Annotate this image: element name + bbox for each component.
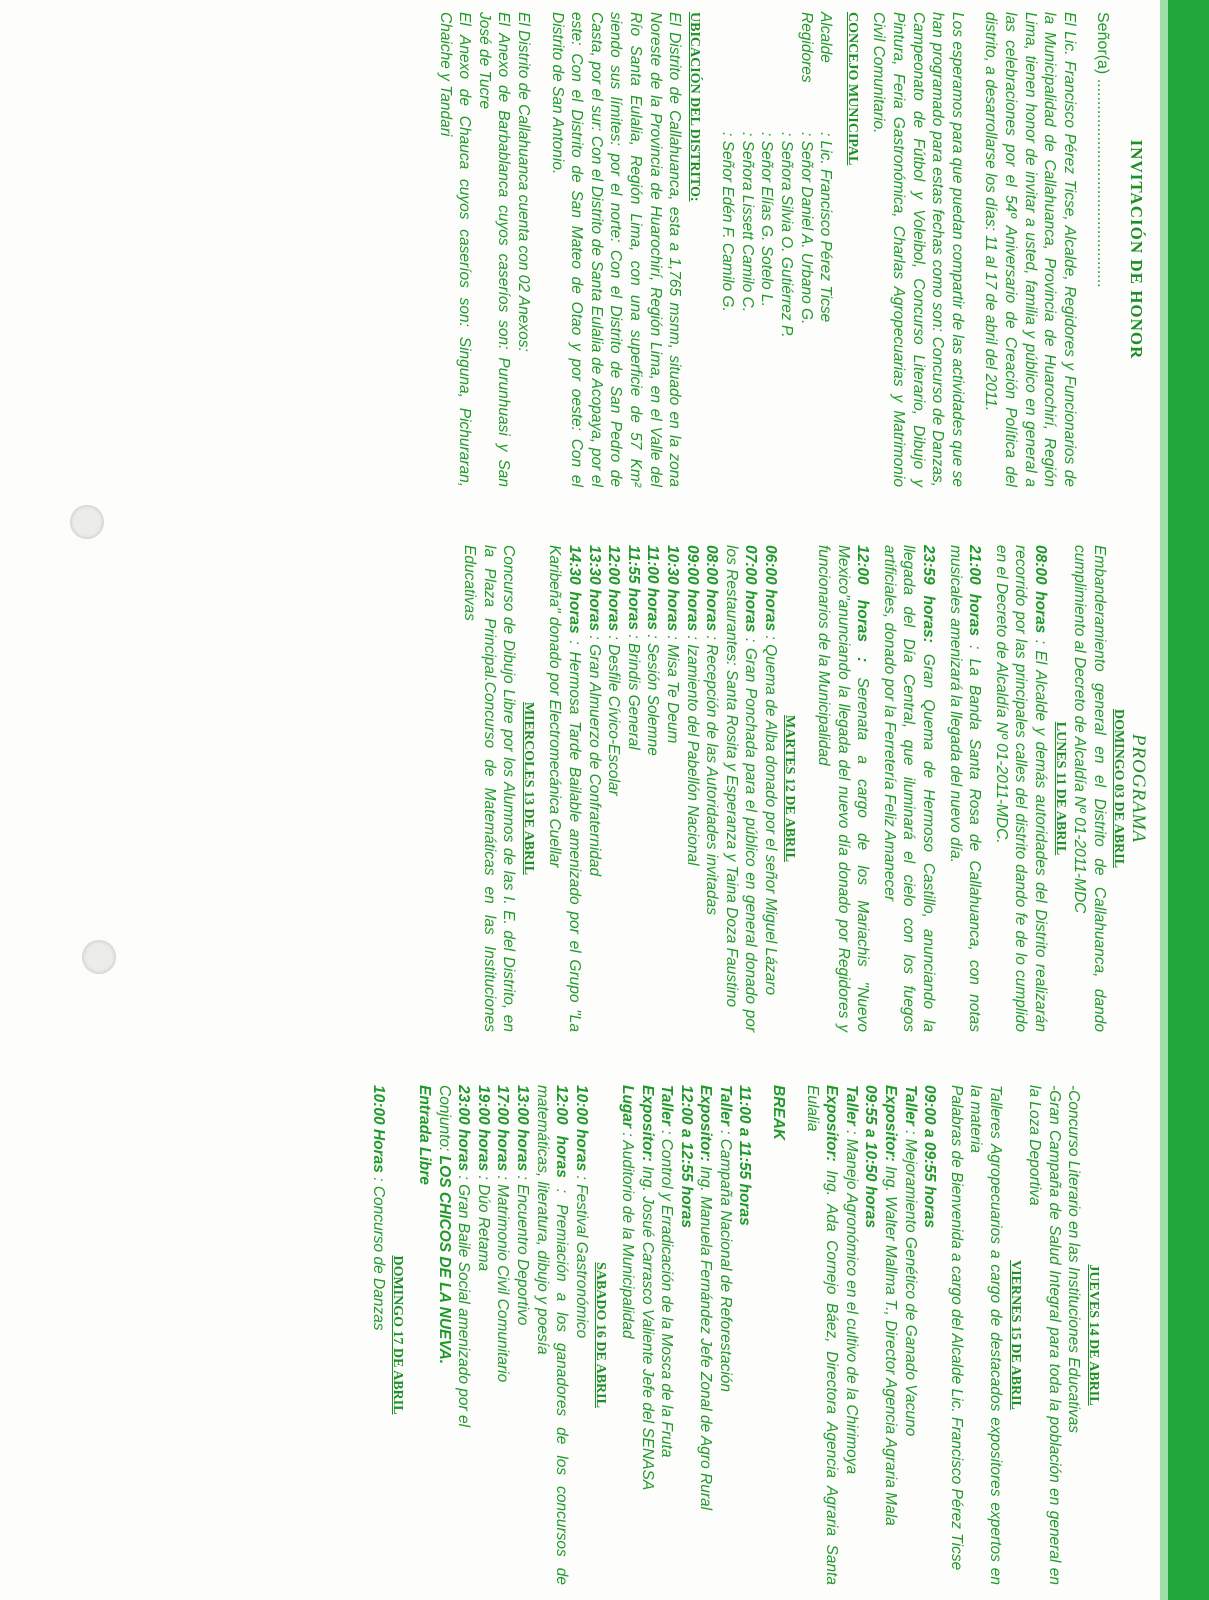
concejo-row bbox=[816, 12, 836, 487]
concejo-name: : Señora Lissett Camilo C. bbox=[738, 132, 756, 313]
schedule-item bbox=[682, 545, 702, 1032]
schedule-time: 17:00 horas bbox=[494, 1085, 512, 1172]
viernes15-intro: Talleres Agropecuarios a cargo de destacados expositores expertos en la materia bbox=[967, 1085, 1005, 1585]
taller2-exp-label: Expositor: bbox=[823, 1085, 841, 1162]
schedule-text: : Matrimonio Civil Comunitario bbox=[494, 1175, 512, 1383]
taller2-label: Taller bbox=[842, 1085, 860, 1126]
spacer bbox=[984, 545, 991, 1032]
sabado16-list bbox=[454, 1085, 591, 1585]
taller2-exp-text: Ing. Ada Cornejo Báez, Directora Agencia Agraria Santa Eulalia bbox=[803, 1085, 841, 1585]
anexos-line-1: El Distrito de Callahuanca cuenta con 02 Anexos: bbox=[514, 12, 532, 352]
schedule-text: : Quema de Alba donado por el señor Miguel Lázaro bbox=[761, 635, 779, 996]
taller3-exp-text: Ing. Manuela Fernández Jefe Zonal de Agro Rural bbox=[697, 1165, 715, 1511]
schedule-text: : Izamiento del Pabellón Nacional bbox=[683, 635, 701, 866]
schedule-item bbox=[473, 1085, 493, 1585]
taller3-label: Taller bbox=[716, 1085, 734, 1126]
concejo-heading: CONCEJO MUNICIPAL bbox=[844, 12, 860, 166]
invitation-title: INVITACIÓN DE HONOR bbox=[1127, 139, 1146, 360]
schedule-time: 14:30 horas bbox=[565, 545, 583, 634]
schedule-item bbox=[623, 545, 643, 1032]
taller3-time: 11:00 a 11:55 horas bbox=[736, 1085, 754, 1226]
spacer bbox=[872, 545, 879, 1032]
concejo-name: : Señor Edén F. Camilo G. bbox=[719, 132, 737, 312]
taller4-text: : Control y Erradicación de la Mosca de la Fruta bbox=[658, 1130, 676, 1458]
domingo17-time: 10:00 Horas bbox=[369, 1085, 387, 1173]
schedule-item bbox=[571, 1085, 591, 1585]
martes12-heading: MARTES 12 DE ABRIL bbox=[782, 715, 798, 862]
taller1-time: 09:00 a 09:55 horas bbox=[921, 1085, 939, 1229]
schedule-time: 07:00 horas bbox=[742, 545, 760, 633]
concejo-role bbox=[737, 12, 757, 132]
schedule-time: 13:00 horas bbox=[513, 1085, 531, 1172]
schedule-time: 19:00 horas bbox=[474, 1085, 492, 1172]
schedule-item bbox=[584, 545, 604, 1032]
taller1-exp-text: Ing. Walter Mallma T., Director Agencia Agraria Mala bbox=[882, 1165, 900, 1526]
salutation: Señor(a) ............................................... bbox=[1094, 12, 1112, 288]
schedule-time: 11:00 horas bbox=[644, 545, 662, 631]
schedule-text: : Festival Gastronómico bbox=[572, 1175, 590, 1339]
concejo-row bbox=[757, 12, 777, 487]
concejo-role bbox=[718, 12, 738, 132]
viernes15-welcome: Palabras de Bienvenida a cargo del Alcalde Lic. Francisco Pérez Ticse bbox=[947, 1085, 965, 1571]
conjunto-label: Conjunto: bbox=[435, 1085, 453, 1152]
schedule-item bbox=[454, 1085, 474, 1585]
invitation-intro: El Lic. Francisco Pérez Ticse, Alcalde, Regidores y Funcionarios de la Municipalidad de Callahuanca, Provincia de Huarochirí, Región Lima, tienen honor de invitar a usted, familia y público en general a las celebraciones por el 54º Aniversario de Creación Política del distrito, a desarrollarse los días: 11 al 17 de abril del 2011. bbox=[982, 12, 1078, 487]
schedule-time: 21:00 horas bbox=[966, 545, 984, 636]
ubicacion-text: El Distrito de Callahuanca, esta a 1,765 msnm, situado en la zona Noreste de la Provincia de Huarochirí, Región Lima, en el Valle del Río Santa Eulalia, Región Lima, con una superficie de 57 Km² siendo sus límites: por el norte: Con el Distrito de San Pedro de Casta, por el sur: Con el Distrito de Santa Eulalia de Acopaya, por el este: Con el Distrito de San Mateo de Otao y por oeste: Con el Distrito de San Antonio. bbox=[548, 12, 684, 487]
schedule-item bbox=[532, 1085, 571, 1585]
concejo-role bbox=[757, 12, 777, 132]
schedule-text: : Dúo Retama bbox=[474, 1175, 492, 1272]
schedule-item bbox=[662, 545, 682, 1032]
schedule-item bbox=[512, 1085, 532, 1585]
schedule-item bbox=[879, 545, 938, 1032]
concejo-row bbox=[718, 12, 738, 487]
lunes11-list bbox=[807, 545, 1051, 1032]
jueves14-heading: JUEVES 14 DE ABRIL bbox=[1086, 1264, 1101, 1406]
schedule-text: : Sesión Solemne bbox=[644, 634, 662, 756]
schedule-item bbox=[991, 545, 1050, 1032]
jueves-item: -Concurso Literario en las Instituciones Educativas bbox=[1065, 1085, 1083, 1434]
invitation-column bbox=[435, 12, 1146, 487]
schedule-text: : Gran Baile Social amenizado por el bbox=[455, 1175, 473, 1428]
spacer bbox=[807, 545, 814, 1032]
taller2-time: 09:55 a 10:50 horas bbox=[862, 1085, 880, 1229]
lugar-label: Lugar bbox=[618, 1085, 636, 1129]
concejo-row bbox=[796, 12, 816, 487]
schedule-item bbox=[643, 545, 663, 1032]
schedule-time: 08:00 horas bbox=[703, 545, 721, 632]
taller3-exp-label: Expositor: bbox=[697, 1085, 715, 1162]
schedule-text: : Premiación a los ganadores de los concursos de matemáticas, literatura, dibujo y poesía bbox=[533, 1085, 571, 1585]
schedule-time: 23:00 horas bbox=[455, 1085, 473, 1172]
entrada-libre: Entrada Libre bbox=[416, 1085, 433, 1185]
taller2-text: : Manejo Agronómico en el cultivo de la Chirimoya bbox=[842, 1130, 860, 1475]
anexos-line-3: El Anexo de Chauca cuyos caseríos son: Singuna, Pichuraran, Chaiche y Tandari bbox=[436, 12, 474, 487]
schedule-time: 23:59 horas: bbox=[920, 545, 938, 643]
schedule-time: 06:00 horas bbox=[761, 545, 779, 632]
jueves-item: -Gran Campaña de Salud Integral para toda la población en general en la Loza Deportiva bbox=[1026, 1085, 1063, 1585]
concejo-name: : Lic. Francisco Pérez Ticse bbox=[817, 132, 835, 323]
taller4-exp-text: Ing. Josué Carrasco Valiente Jefe del SENASA bbox=[638, 1165, 656, 1491]
concejo-role: Alcalde bbox=[817, 12, 835, 63]
concejo-row bbox=[777, 12, 797, 487]
schedule-text: : Misa Te Deum bbox=[663, 635, 681, 744]
schedule-item bbox=[945, 545, 984, 1032]
schedule-item bbox=[702, 545, 722, 1032]
taller4-exp-label: Expositor: bbox=[638, 1085, 656, 1162]
lugar-text: : Auditorio de la Municipalidad bbox=[618, 1132, 636, 1339]
concejo-name: : Señor Daniel A. Urbano G. bbox=[797, 132, 815, 325]
green-border-stripe bbox=[1168, 0, 1209, 1600]
break-label: BREAK bbox=[770, 1085, 788, 1141]
viernes15-heading: VIERNES 15 DE ABRIL bbox=[1007, 1260, 1023, 1410]
spacer bbox=[938, 545, 945, 1032]
taller4-label: Taller bbox=[658, 1085, 676, 1126]
schedule-item bbox=[545, 545, 584, 1032]
sabado16-heading: SABADO 16 DE ABRIL bbox=[593, 1262, 609, 1408]
concejo-name: : Señor Elías G. Sotelo L. bbox=[758, 132, 776, 307]
conjunto-name: LOS CHICOS DE LA NUEVA. bbox=[435, 1155, 453, 1365]
program-title: PROGRAMA bbox=[1128, 733, 1149, 844]
schedule-text: : Encuentro Deportivo bbox=[513, 1175, 531, 1326]
schedule-item bbox=[493, 1085, 513, 1585]
miercoles13-text: Concurso de Dibujo Libre por los Alumnos de las I. E. del Distrito, en la Plaza Principal.Concurso de Matemáticas en las Instituciones Educativas bbox=[461, 545, 518, 1032]
anexos-line-2: El Anexo de Barbablanca cuyos caseríos son: Purunhuasi y San José de Tucre bbox=[475, 12, 513, 487]
schedule-time: 10:30 horas bbox=[663, 545, 681, 632]
taller1-exp-label: Expositor: bbox=[882, 1085, 900, 1162]
martes12-list bbox=[545, 545, 780, 1032]
schedule-item bbox=[604, 545, 624, 1032]
jueves14-list bbox=[1025, 1085, 1084, 1585]
concejo-row bbox=[737, 12, 757, 487]
domingo17-heading: DOMINGO 17 DE ABRIL bbox=[390, 1255, 406, 1415]
schedule-time: 12:00 horas : bbox=[854, 545, 872, 663]
schedule-item bbox=[721, 545, 760, 1032]
schedule-text: Gran Quema de Hermoso Castillo, anunciando la llegada del Día Central, que iluminará el cielo con los fuegos artificiales, donado por la Ferretería Feliz Amanecer bbox=[880, 545, 938, 1032]
program-column-2 bbox=[368, 1085, 1103, 1585]
ubicacion-heading: UBICACIÓN DEL DISTRITO: bbox=[686, 12, 702, 202]
schedule-text: : Gran Almuerzo de Confraternidad bbox=[585, 635, 603, 877]
schedule-time: 12:00 horas bbox=[553, 1085, 571, 1178]
concejo-role: Regidores bbox=[797, 12, 815, 83]
concejo-list bbox=[718, 12, 836, 487]
schedule-time: 09:00 horas bbox=[683, 545, 701, 632]
taller3-text: : Campaña Nacional de Reforestación bbox=[716, 1130, 734, 1393]
schedule-text: : Gran Ponchada para el público en general donado por los Restaurantes: Santa Rosita y Esperanza y Taina Doza Faustino bbox=[722, 545, 760, 1032]
domingo03-heading: DOMINGO 03 DE ABRIL bbox=[1111, 708, 1127, 869]
taller1-label: Taller bbox=[901, 1085, 919, 1126]
schedule-text: : Recepción de las Autoridades invitadas bbox=[703, 635, 721, 915]
schedule-time: 08:00 horas bbox=[1032, 545, 1050, 634]
schedule-item bbox=[760, 545, 780, 1032]
schedule-text: : La Banda Santa Rosa de Callahuanca, con notas musicales amenizará la llegada del nuevo día. bbox=[946, 545, 984, 1032]
invitation-expect: Los esperamos para que puedan compartir de las actividades que se han programado para estas fechas como son: Concurso de Danzas, Campeonato de Fútbol y Voleibol, Concurso Literario, Dibujo y Pintura, Feria Gastronómica, Charlas Agropecuarias y Matrimonio Civil Comunitario. bbox=[870, 12, 966, 487]
concejo-role bbox=[777, 12, 797, 132]
domingo03-text: Embanderamiento general en el Distrito de Callahuanca, dando cumplimiento al Decreto de Alcaldía Nº 01-2011-MDC bbox=[1071, 545, 1108, 1032]
schedule-time: 12:00 horas bbox=[605, 545, 623, 632]
taller4-time: 12:00 a 12:55 horas bbox=[677, 1085, 695, 1229]
taller1-text: : Mejoramiento Genético de Ganado Vacuno bbox=[901, 1130, 919, 1437]
miercoles13-heading: MIERCOLES 13 DE ABRIL bbox=[520, 701, 536, 876]
schedule-time: 13:30 horas bbox=[585, 545, 603, 632]
schedule-time: 11:55 horas bbox=[624, 545, 642, 631]
schedule-text: : Brindis General bbox=[624, 634, 642, 750]
schedule-text: : Hermosa Tarde Bailable amenizado por el Grupo "La Karibeña" donado por Electromecánica Cuellar bbox=[546, 545, 583, 1032]
schedule-text: Serenata a cargo de los Mariachis "Nuevo Mexico"anunciando la llegada del nuevo día donado por Regidores y funcionarios de la Municipalidad bbox=[815, 545, 872, 1032]
schedule-item bbox=[814, 545, 873, 1032]
schedule-text: : Desfile Cívico-Escolar bbox=[605, 635, 623, 796]
program-column-1 bbox=[459, 545, 1148, 1032]
schedule-time: 10:00 horas bbox=[572, 1085, 590, 1172]
lunes11-heading: LUNES 11 DE ABRIL bbox=[1052, 721, 1068, 856]
concejo-name: : Señora Silvia O. Gutiérrez P. bbox=[778, 132, 796, 338]
schedule-text: : El Alcalde y demás autoridades del Distrito realizarán recorrido por las principales calles del distrito dando fe de lo cumplido en el Decreto de Alcaldía Nº 01-2011-MDC. bbox=[992, 545, 1050, 1032]
domingo17-text: : Concurso de Danzas bbox=[369, 1177, 387, 1331]
